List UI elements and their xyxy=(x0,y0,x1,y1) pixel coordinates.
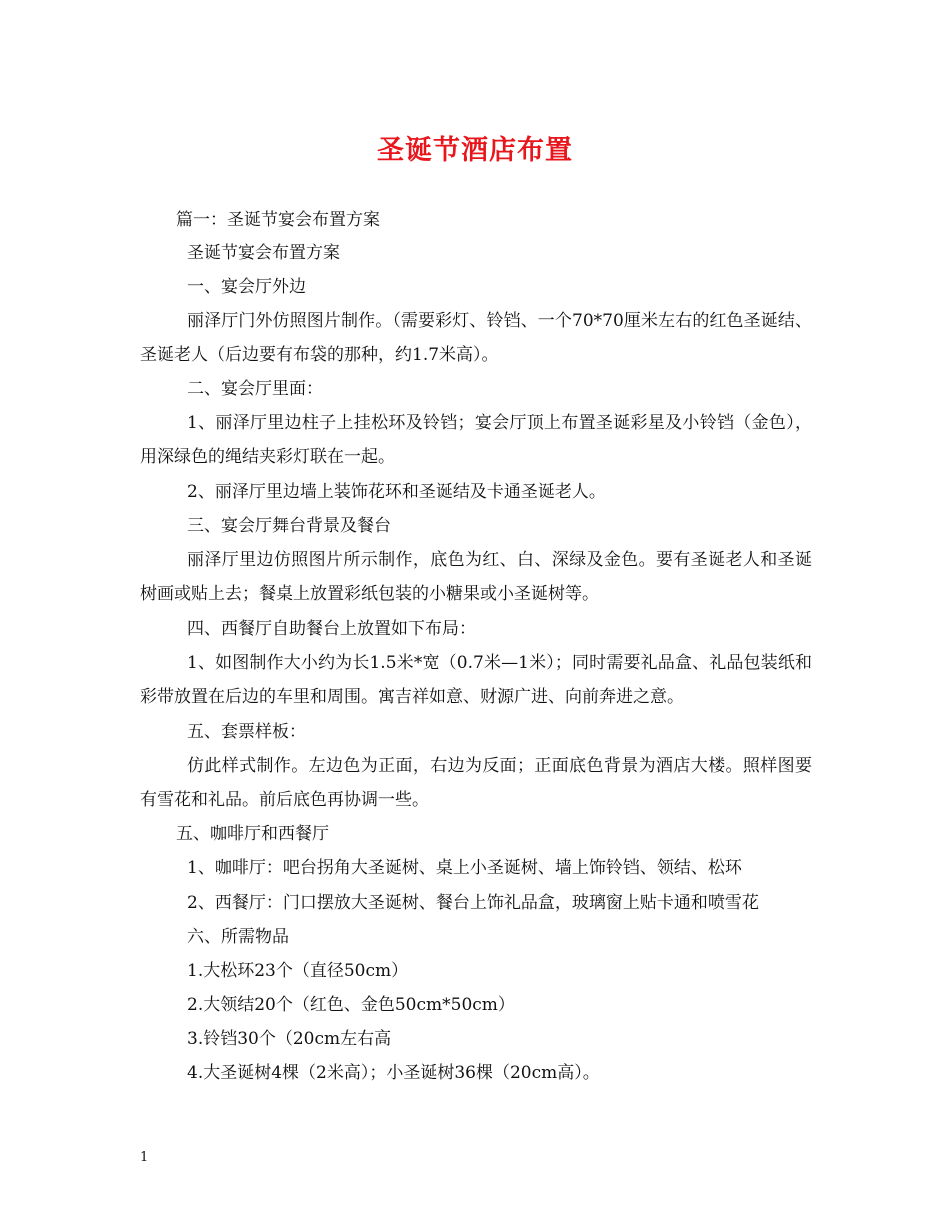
section-heading: 二、宴会厅里面： xyxy=(187,379,323,399)
paragraph: 1、如图制作大小约为长1.5米*宽（0.7米—1米）；同时需要礼品盒、礼品包装纸和彩带放置在后边的车里和周围。寓吉祥如意、财源广进、向前奔进之意。 xyxy=(140,653,812,707)
section-heading: 一、宴会厅外边 xyxy=(187,277,306,297)
section-heading: 六、所需物品 xyxy=(187,927,289,947)
section-heading: 五、咖啡厅和西餐厅 xyxy=(176,824,329,844)
paragraph: 丽泽厅里边仿照图片所示制作，底色为红、白、深绿及金色。要有圣诞老人和圣诞树画或贴上去；餐桌上放置彩纸包装的小糖果或小圣诞树等。 xyxy=(140,550,812,604)
list-item: 1.大松环23个（直径50cm） xyxy=(187,961,409,981)
list-item: 3.铃铛30个（20cm左右高 xyxy=(187,1029,392,1049)
list-item: 2、丽泽厅里边墙上装饰花环和圣诞结及卡通圣诞老人。 xyxy=(187,482,606,502)
subheading: 圣诞节宴会布置方案 xyxy=(187,243,340,263)
list-item: 4.大圣诞树4棵（2米高）；小圣诞树36棵（20cm高）。 xyxy=(187,1063,600,1083)
page-title: 圣诞节酒店布置 xyxy=(377,135,573,166)
paragraph: 仿此样式制作。左边色为正面，右边为反面；正面底色背景为酒店大楼。照样图要有雪花和礼品。前后底色再协调一些。 xyxy=(140,756,812,810)
paragraph: 1、丽泽厅里边柱子上挂松环及铃铛；宴会厅顶上布置圣诞彩星及小铃铛（金色），用深绿色的绳结夹彩灯联在一起。 xyxy=(140,413,812,467)
section-heading: 篇一：圣诞节宴会布置方案 xyxy=(176,210,380,230)
page-number: 1 xyxy=(140,1150,149,1165)
section-heading: 三、宴会厅舞台背景及餐台 xyxy=(187,516,391,536)
paragraph: 丽泽厅门外仿照图片制作。（需要彩灯、铃铛、一个70*70厘米左右的红色圣诞结、圣诞老人（后边要有布袋的那种，约1.7米高）。 xyxy=(140,311,812,365)
list-item: 1、咖啡厅：吧台拐角大圣诞树、桌上小圣诞树、墙上饰铃铛、领结、松环 xyxy=(187,858,742,878)
section-heading: 四、西餐厅自助餐台上放置如下布局： xyxy=(187,619,476,639)
section-heading: 五、套票样板： xyxy=(187,722,306,742)
list-item: 2.大领结20个（红色、金色50cm*50cm） xyxy=(187,995,515,1015)
list-item: 2、西餐厅：门口摆放大圣诞树、餐台上饰礼品盒，玻璃窗上贴卡通和喷雪花 xyxy=(187,893,759,913)
